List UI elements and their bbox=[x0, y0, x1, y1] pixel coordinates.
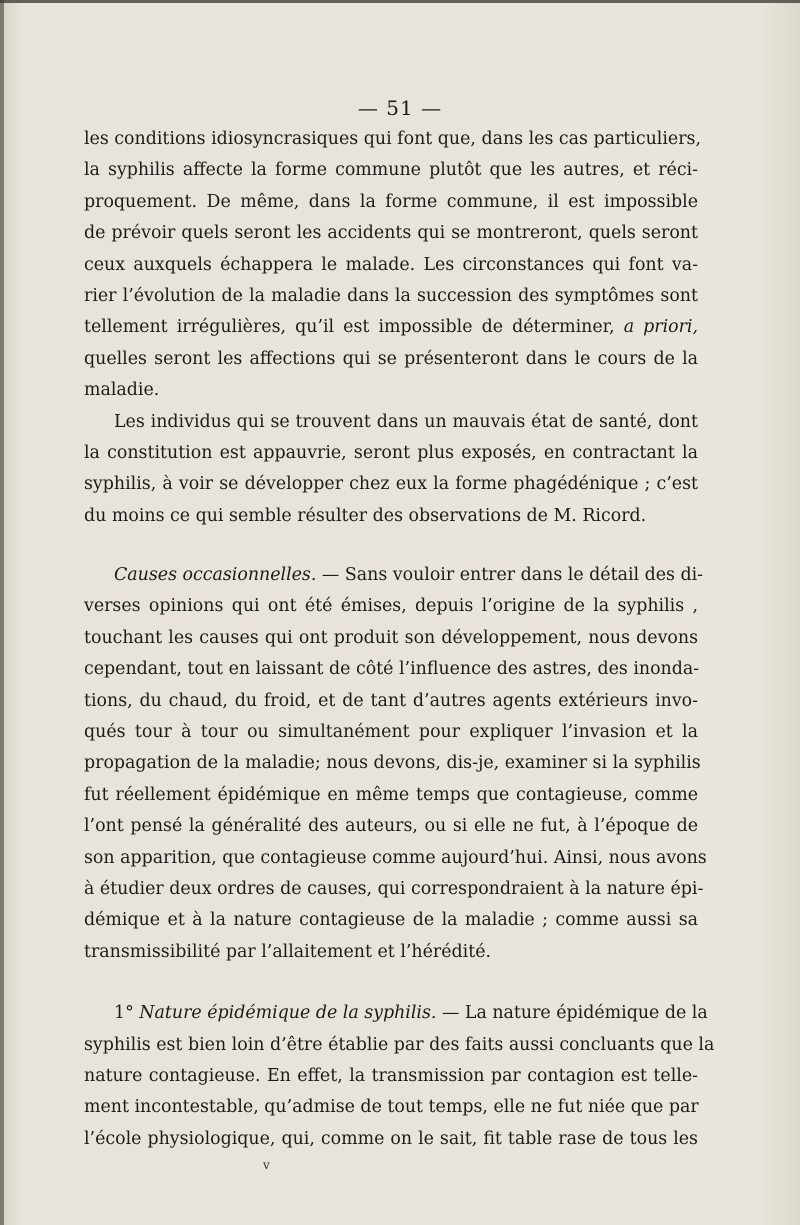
paragraph-2 bbox=[84, 407, 698, 533]
text-line: syphilis, à voir se développer chez eux la forme phagédénique ; c’est bbox=[84, 474, 698, 495]
section-heading: Nature épidémique de la syphilis. bbox=[139, 1003, 437, 1024]
paragraph-spacer bbox=[84, 968, 698, 998]
text-line: proquement. De même, dans la forme commune, il est impossible bbox=[84, 191, 698, 212]
left-edge-rule bbox=[0, 0, 4, 1225]
text-line: propagation de la maladie; nous devons, dis-je, examiner si la syphilis bbox=[84, 753, 701, 774]
text-line: ceux auxquels échappera le malade. Les circonstances qui font va- bbox=[84, 254, 698, 275]
text-line: Les individus qui se trouvent dans un mauvais état de santé, dont bbox=[114, 411, 698, 432]
text-line: la constitution est appauvrie, seront plus exposés, en contractant la bbox=[84, 442, 698, 463]
text-line: qués tour à tour ou simultanément pour expliquer l’invasion et la bbox=[84, 722, 698, 743]
text-line bbox=[84, 998, 708, 1029]
text-line: ment incontestable, qu’admise de tout temps, elle ne fut niée que par bbox=[84, 1097, 699, 1118]
text-line-part: — La nature épidémique de la bbox=[441, 1003, 708, 1024]
text-line bbox=[84, 312, 698, 343]
text-line: à étudier deux ordres de causes, qui correspondraient à la nature épi- bbox=[84, 878, 704, 899]
paragraph-spacer bbox=[84, 532, 698, 560]
text-line: l’ont pensé la généralité des auteurs, ou si elle ne fut, à l’époque de bbox=[84, 816, 698, 837]
text-line: maladie. bbox=[84, 380, 160, 401]
text-line: cependant, tout en laissant de côté l’influence des astres, des inonda- bbox=[84, 659, 700, 680]
text-line: son apparition, que contagieuse comme aujourd’hui. Ainsi, nous avons bbox=[84, 847, 707, 868]
text-line-part: — Sans vouloir entrer dans le détail des di- bbox=[321, 565, 704, 586]
text-line: rier l’évolution de la maladie dans la succession des symptômes sont bbox=[84, 285, 698, 306]
section-heading: Causes occasionnelles. bbox=[114, 565, 317, 586]
text-line: les conditions idiosyncrasiques qui font que, dans les cas particuliers, bbox=[84, 129, 701, 149]
text-line bbox=[84, 560, 704, 591]
page-number: — 51 — bbox=[357, 96, 443, 120]
text-line: l’école physiologique, qui, comme on le sait, fit table rase de tous les bbox=[84, 1128, 698, 1149]
text-line: verses opinions qui ont été émises, depuis l’origine de la syphilis , bbox=[84, 596, 698, 617]
text-line: du moins ce qui semble résulter des observations de M. Ricord. bbox=[84, 505, 647, 526]
text-line: tions, du chaud, du froid, et de tant d’autres agents extérieurs invo- bbox=[84, 690, 698, 711]
text-line: de prévoir quels seront les accidents qui se montreront, quels seront bbox=[84, 223, 698, 244]
text-line: nature contagieuse. En effet, la transmission par contagion est telle- bbox=[84, 1065, 698, 1086]
text-line: la syphilis affecte la forme commune plutôt que les autres, et réci- bbox=[84, 160, 698, 181]
text-line: fut réellement épidémique en même temps que contagieuse, comme bbox=[84, 784, 698, 805]
text-line: démique et à la nature contagieuse de la maladie ; comme aussi sa bbox=[84, 910, 698, 931]
heading-number: 1° bbox=[114, 1003, 134, 1024]
margin-mark: v bbox=[263, 1158, 270, 1172]
text-line: quelles seront les affections qui se présenteront dans le cours de la bbox=[84, 348, 698, 369]
text-line: touchant les causes qui ont produit son développement, nous devons bbox=[84, 627, 698, 648]
paragraph-4 bbox=[84, 998, 715, 1155]
top-edge-rule bbox=[0, 0, 800, 3]
body-text bbox=[84, 124, 715, 1155]
text-line-part: tellement irrégulières, qu’il est impossible de déterminer, bbox=[84, 317, 615, 338]
paragraph-1 bbox=[84, 124, 701, 407]
paragraph-3 bbox=[84, 560, 707, 968]
text-line: transmissibilité par l’allaitement et l’hérédité. bbox=[84, 941, 492, 962]
text-line: syphilis est bien loin d’être établie par des faits aussi concluants que la bbox=[84, 1034, 715, 1055]
italic-phrase: a priori, bbox=[623, 317, 699, 338]
